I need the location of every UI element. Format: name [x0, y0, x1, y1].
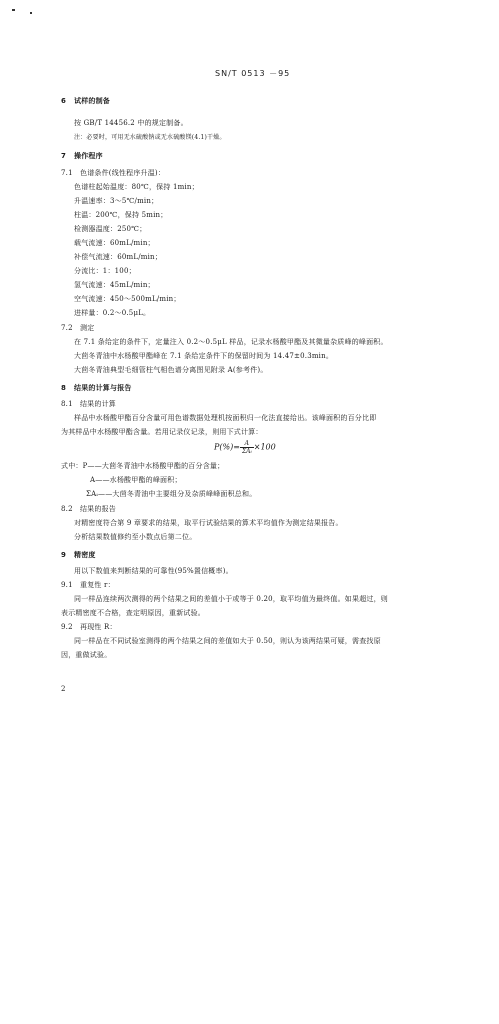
formula-rhs: ×100 [253, 442, 276, 452]
section-6-number: 6 [61, 97, 67, 105]
formula-denominator: ΣAᵢ [241, 448, 252, 455]
scan-speck [12, 9, 15, 11]
formula [214, 440, 276, 455]
subsection-9-2-number: 9.2 [61, 623, 73, 631]
where-line: ΣAᵢ——大茴冬青油中主要组分及杂质峰峰面积总和。 [86, 490, 257, 498]
section-6-title: 试样的制备 [74, 97, 110, 105]
section-8-title: 结果的计算与报告 [74, 384, 132, 392]
paragraph-line: 大茴冬青油典型毛细管柱气相色谱分离图见附录 A(参考件)。 [74, 366, 268, 374]
condition-item: 分流比：1：100； [74, 267, 136, 275]
standard-number: SN/T 0513 －95 [215, 69, 291, 78]
subsection-7-1-number: 7.1 [61, 169, 73, 177]
subsection-8-1-number: 8.1 [61, 400, 73, 408]
paragraph-line: 样品中水杨酸甲酯百分含量可用色谱数据处理机按面积归一化法直接给出。该峰面积的百分比即 [74, 414, 377, 422]
subsection-8-2-title: 结果的报告 [80, 505, 116, 513]
subsection-9-1-title: 重复性 r： [80, 581, 115, 589]
paragraph-line: 对精密度符合第 9 章要求的结果，取平行试验结果的算术平均值作为测定结果报告。 [74, 519, 343, 527]
section-9-title: 精密度 [74, 551, 96, 559]
subsection-7-2-number: 7.2 [61, 324, 73, 332]
condition-item: 柱温：200℃，保持 5min； [74, 211, 168, 219]
subsection-8-2-number: 8.2 [61, 505, 73, 513]
where-line: A——水杨酸甲酯的峰面积； [90, 476, 182, 484]
formula-fraction [240, 440, 254, 455]
subsection-7-1-title: 色谱条件(线性程序升温)： [80, 169, 166, 177]
scan-speck [30, 12, 32, 14]
paragraph-line: 大茴冬青油中水杨酸甲酯峰在 7.1 条给定条件下的保留时间为 14.47±0.3min。 [74, 352, 334, 360]
condition-item: 检测器温度：250℃； [74, 225, 147, 233]
section-6-note: 注：必要时，可用无水硫酸钠或无水硫酸镁(4.1)干燥。 [74, 134, 226, 141]
condition-item: 载气流速：60mL/min； [74, 239, 155, 247]
condition-item: 空气流速：450～500mL/min； [74, 295, 181, 303]
section-9-number: 9 [61, 551, 67, 559]
paragraph-line: 同一样品连续两次测得的两个结果之间的差值小于或等于 0.20，取平均值为最终值。如果超过，则 [74, 595, 389, 603]
section-8-number: 8 [61, 384, 67, 392]
condition-item: 升温速率：3～5℃/min； [74, 197, 159, 205]
section-7-number: 7 [61, 152, 67, 160]
paragraph-line: 因，重做试验。 [61, 651, 112, 659]
subsection-7-2-title: 测定 [80, 324, 95, 332]
paragraph-line: 表示精密度不合格，查定明原因，重新试验。 [61, 609, 205, 617]
section-6-text: 按 GB/T 14456.2 中的规定制备。 [74, 119, 188, 127]
paragraph-line: 为其样品中水杨酸甲酯含量。若用记录仪记录，则用下式计算： [61, 428, 263, 436]
subsection-9-2-title: 再现性 R： [80, 623, 117, 631]
condition-item: 补偿气流速：60mL/min； [74, 253, 162, 261]
page-number: 2 [61, 685, 66, 693]
formula-lhs: P(%)= [214, 442, 240, 452]
condition-item: 色谱柱起始温度：80℃，保持 1min； [74, 183, 199, 191]
where-line: 式中：P——大茴冬青油中水杨酸甲酯的百分含量； [61, 462, 225, 470]
section-7-title: 操作程序 [74, 152, 103, 160]
paragraph-line: 同一样品在不同试验室测得的两个结果之间的差值如大于 0.50，则认为该两结果可疑，需查找原 [74, 637, 381, 645]
condition-item: 氢气流速：45mL/min； [74, 281, 155, 289]
condition-item: 进样量：0.2～0.5μL。 [74, 309, 151, 317]
paragraph-line: 分析结果数值修约至小数点后第二位。 [74, 533, 197, 541]
subsection-9-1-number: 9.1 [61, 581, 73, 589]
subsection-8-1-title: 结果的计算 [80, 400, 116, 408]
paragraph-line: 在 7.1 条给定的条件下，定量注入 0.2～0.5μL 样品，记录水杨酸甲酯及其微量杂质峰的峰面积。 [74, 338, 388, 346]
paragraph-line: 用以下数值来判断结果的可靠性(95%置信概率)。 [74, 567, 233, 575]
formula-numerator: A [240, 440, 254, 448]
